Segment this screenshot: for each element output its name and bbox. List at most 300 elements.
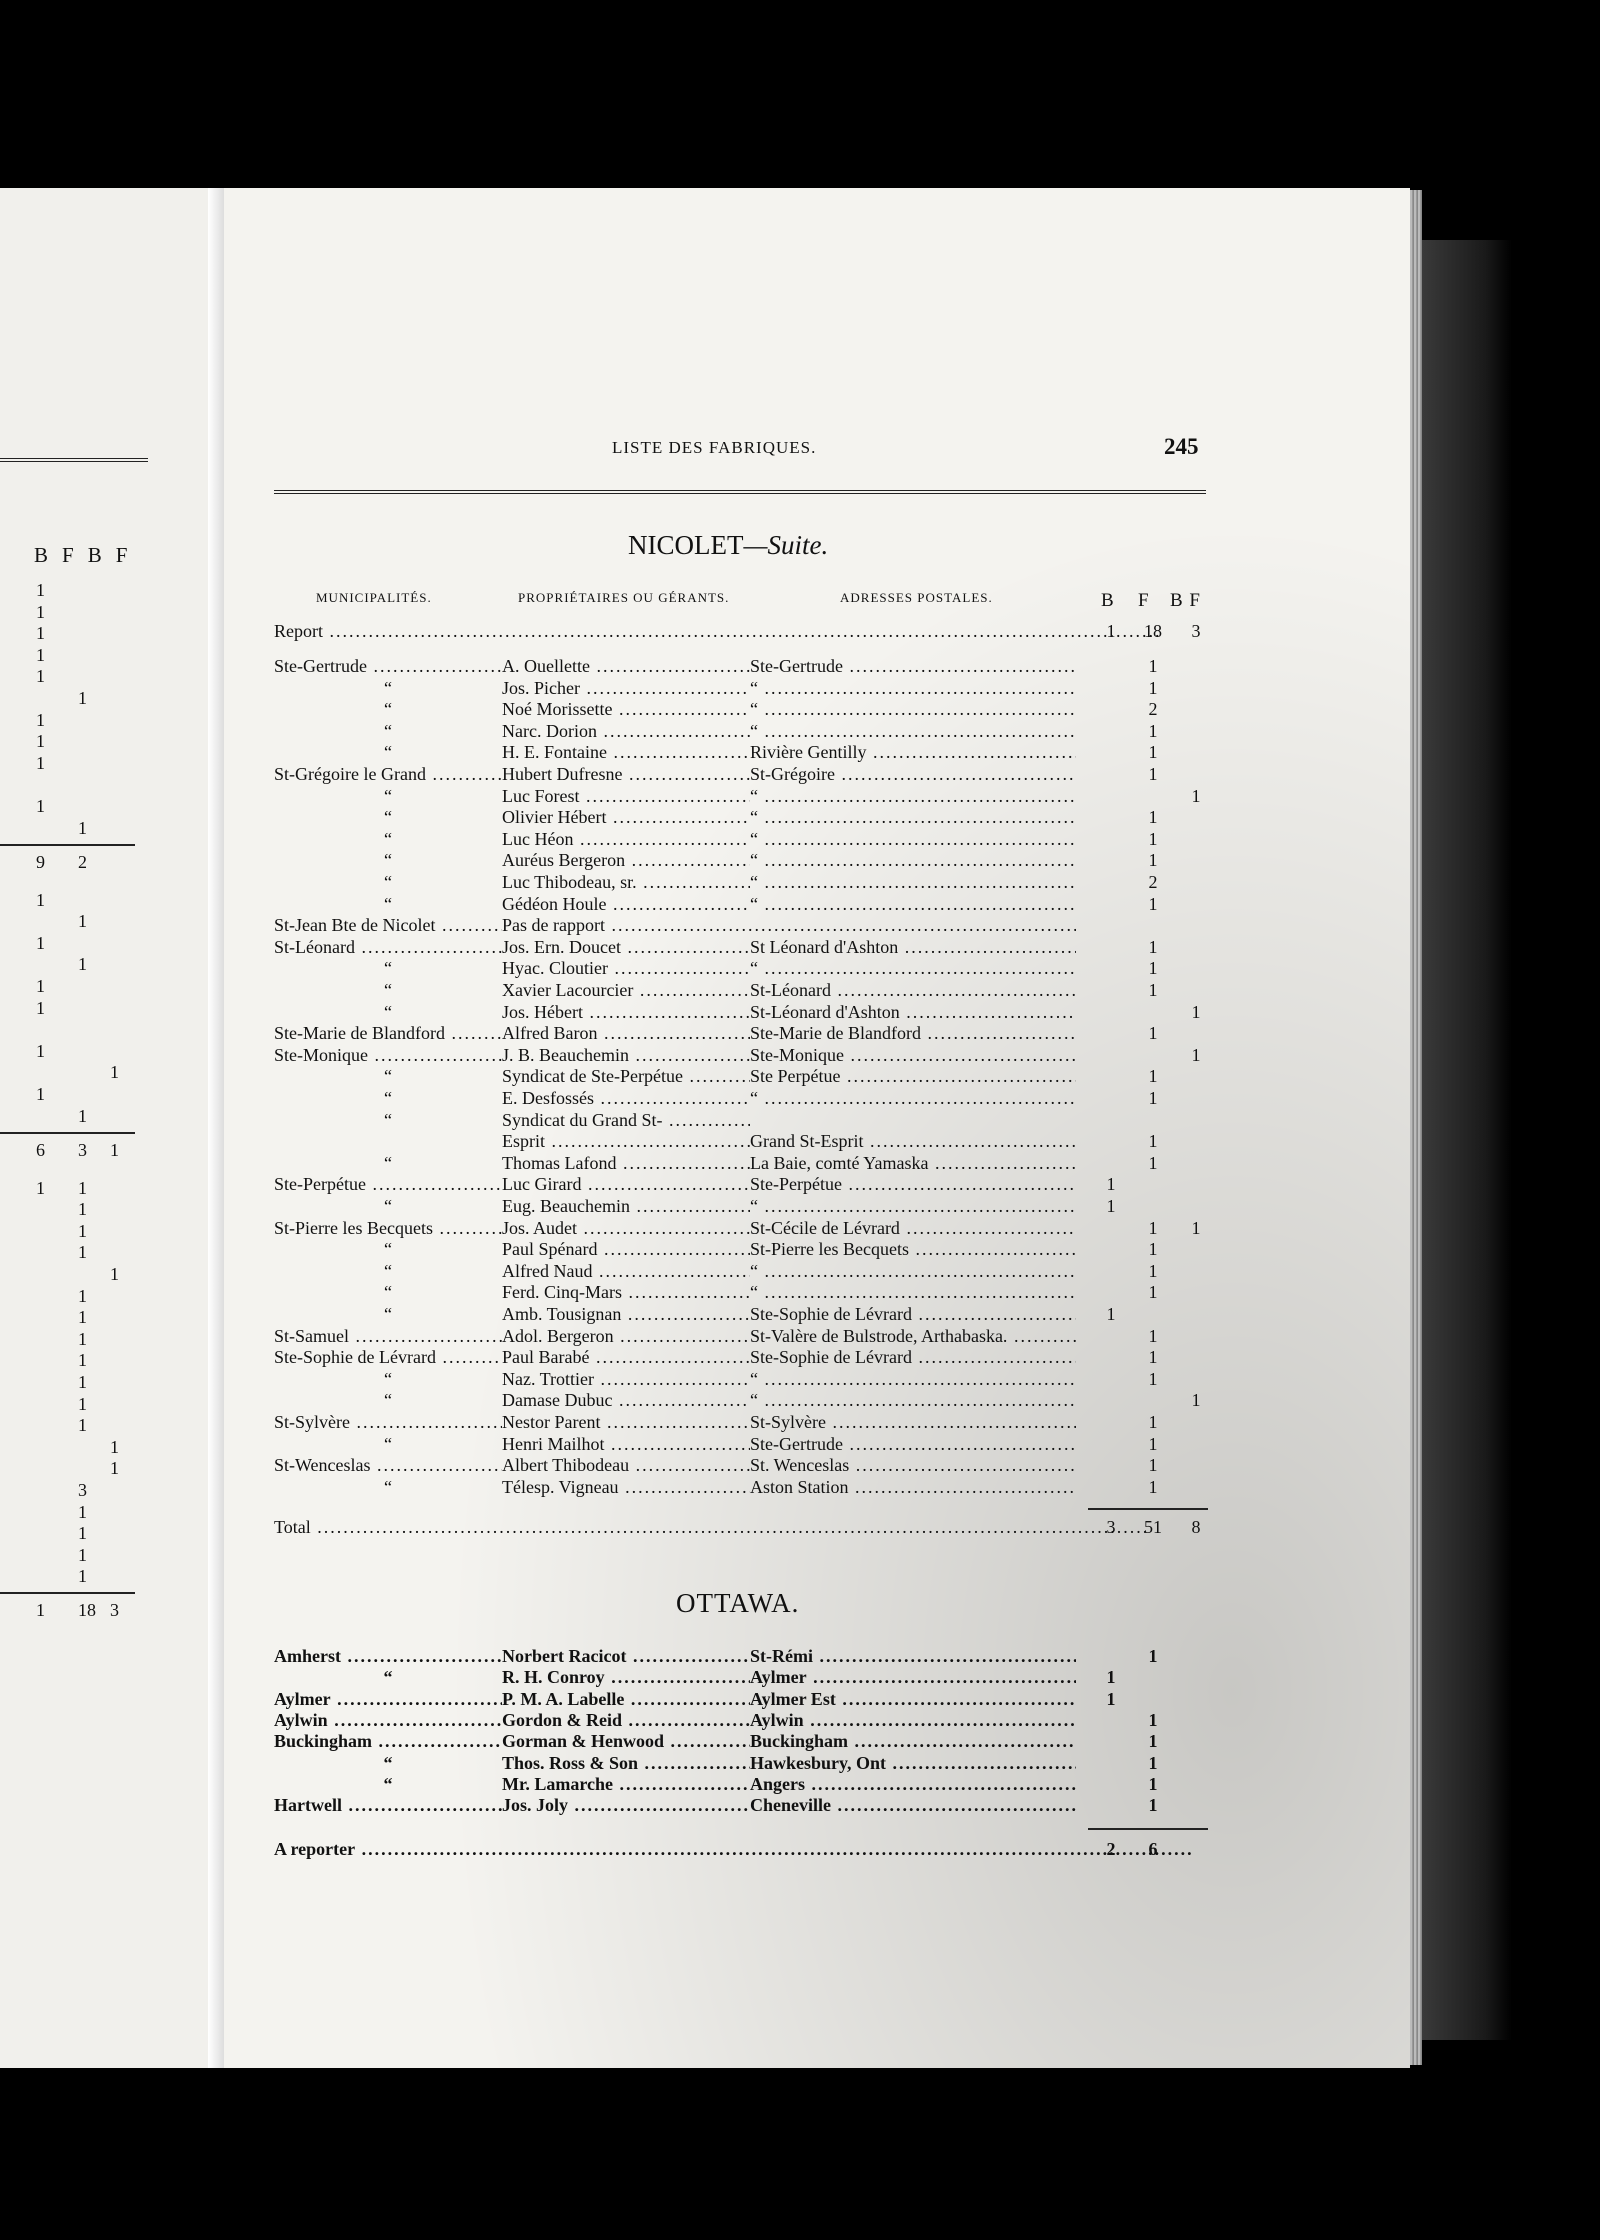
proprietor-text: Nestor Parent [502, 1412, 601, 1432]
municipality-text: Hartwell [274, 1795, 342, 1816]
proprietor-cell [502, 1730, 750, 1752]
municipality-cell [274, 741, 502, 763]
leader-dots [758, 721, 1076, 741]
leader-dots [758, 850, 1076, 870]
running-title: LISTE DES FABRIQUES. [612, 438, 817, 457]
leader-dots [545, 1131, 750, 1151]
count-bf: 1 [1191, 785, 1201, 806]
municipality-cell [274, 871, 502, 893]
count-f: 1 [1148, 720, 1158, 741]
leader-dots [583, 1002, 750, 1022]
table-row [274, 806, 1214, 828]
table-row [274, 1773, 1214, 1795]
leader-dots [843, 656, 1076, 676]
leader-dots [836, 1689, 1076, 1709]
table-row [274, 1044, 1214, 1066]
address-text: “ [750, 1196, 758, 1216]
count-f: 1 [1148, 1066, 1158, 1087]
proprietor-cell [502, 1109, 750, 1131]
left-b: 1 [36, 601, 45, 622]
left-row [0, 1394, 150, 1416]
proprietor-cell [502, 1346, 750, 1368]
municipality-text: “ [384, 828, 392, 849]
proprietor-cell [502, 698, 750, 720]
address-text: “ [750, 1282, 758, 1303]
left-bf: 1 [110, 1139, 119, 1160]
left-f: 1 [78, 1285, 87, 1306]
section-title-ottawa: OTTAWA. [676, 1588, 800, 1618]
table-row [274, 1454, 1214, 1476]
leader-dots [597, 1239, 750, 1259]
municipality-cell [274, 1666, 502, 1688]
address-cell [750, 979, 1076, 1001]
proprietor-text: Ferd. Cinq-Mars [502, 1282, 622, 1303]
leader-dots [614, 1326, 750, 1346]
address-cell [750, 806, 1076, 828]
table-row [274, 741, 1214, 763]
table-row [274, 1666, 1214, 1688]
left-f: 1 [78, 1105, 87, 1126]
leader-dots [633, 980, 750, 1000]
address-cell [750, 1688, 1076, 1710]
leader-dots [848, 1731, 1076, 1751]
carry-rule [1088, 1828, 1208, 1830]
count-f: 1 [1148, 1088, 1158, 1108]
municipality-text: Aylmer [274, 1688, 331, 1709]
leader-dots [589, 1347, 750, 1367]
book-shadow [1422, 240, 1512, 2040]
left-row [0, 1307, 150, 1329]
left-row [0, 998, 150, 1020]
leader-dots [445, 1023, 502, 1043]
left-f: 1 [78, 1544, 87, 1565]
proprietor-text: Gédéon Houle [502, 893, 607, 914]
leader-dots [842, 1174, 1076, 1194]
table-row [274, 1730, 1214, 1752]
municipality-text: Buckingham [274, 1731, 373, 1752]
leader-dots [758, 894, 1076, 914]
left-f: 18 [78, 1600, 96, 1621]
proprietor-text: Albert Thibodeau [502, 1455, 630, 1476]
count-f: 1 [1148, 1152, 1158, 1173]
leader-dots [849, 1477, 1076, 1497]
table-row [274, 1109, 1214, 1131]
leader-dots [1007, 1326, 1076, 1346]
address-text: Hawkesbury, Ont [750, 1752, 887, 1773]
count-f: 1 [1148, 1433, 1158, 1454]
page-edge [1410, 190, 1422, 2065]
address-text: St. Wenceslas [750, 1455, 850, 1476]
leader-dots [568, 1795, 750, 1815]
municipality-text: St-Sylvère [274, 1412, 350, 1432]
leader-dots [622, 764, 750, 784]
table-row [274, 1368, 1214, 1390]
count-f: 1 [1148, 1731, 1158, 1752]
proprietor-text: Naz. Trottier [502, 1368, 594, 1389]
leader-dots [664, 1731, 750, 1751]
address-cell [750, 1730, 1076, 1752]
address-cell [750, 1794, 1076, 1816]
municipality-cell [274, 1688, 502, 1710]
proprietor-cell [502, 1773, 750, 1795]
table-row [274, 979, 1214, 1001]
leader-dots [625, 850, 750, 870]
municipality-text: “ [384, 677, 392, 698]
count-f: 1 [1148, 677, 1158, 698]
leader-dots [372, 1731, 502, 1751]
left-b: 1 [36, 623, 45, 644]
proprietor-text: Damase Dubuc [502, 1390, 613, 1411]
municipality-cell [274, 1109, 502, 1131]
count-f: 1 [1148, 936, 1158, 957]
total-label: Total ..... [274, 1516, 1076, 1538]
count-b: 1 [1106, 1667, 1116, 1688]
leader-dots [844, 1045, 1076, 1065]
address-cell [750, 1411, 1076, 1433]
municipality-cell [274, 1281, 502, 1303]
table-row [274, 698, 1214, 720]
left-f: 3 [78, 1139, 87, 1160]
proprietor-cell [502, 1666, 750, 1688]
table-row [274, 1022, 1214, 1044]
address-text: “ [750, 807, 758, 828]
address-cell [750, 1281, 1076, 1303]
proprietor-text: Amb. Tousignan [502, 1304, 622, 1324]
count-f: 1 [1148, 828, 1158, 849]
proprietor-text: Auréus Bergeron [502, 850, 626, 871]
leader-dots [843, 1434, 1076, 1454]
proprietor-text: Paul Spénard [502, 1239, 598, 1260]
count-bf: 1 [1191, 1044, 1201, 1065]
left-f: 1 [78, 1350, 87, 1371]
report-bf: 3 [1191, 621, 1201, 641]
address-cell [750, 1454, 1076, 1476]
address-cell [750, 1752, 1076, 1774]
leader-dots [909, 1239, 1076, 1259]
total-f: 51 [1144, 1517, 1162, 1537]
leader-dots [826, 1412, 1076, 1432]
leader-dots [912, 1347, 1076, 1367]
left-row [0, 818, 150, 840]
leader-dots [621, 937, 750, 957]
left-b: 1 [36, 752, 45, 773]
count-f: 1 [1148, 1282, 1158, 1303]
municipality-cell [274, 1217, 502, 1239]
count-f: 1 [1148, 1325, 1158, 1346]
municipality-cell [274, 1454, 502, 1476]
proprietor-text: Télesp. Vigneau [502, 1476, 619, 1497]
col-header-bf: B F [1170, 590, 1201, 611]
left-b: 1 [36, 644, 45, 665]
table-row [274, 1065, 1214, 1087]
address-cell [750, 828, 1076, 850]
proprietor-cell [502, 1260, 750, 1282]
municipality-text: “ [384, 1282, 392, 1303]
leader-dots [604, 1434, 750, 1454]
address-cell [750, 1666, 1076, 1688]
address-cell [750, 763, 1076, 785]
left-row [0, 1199, 150, 1221]
leader-dots [758, 807, 1076, 827]
table-row [274, 655, 1214, 677]
leader-dots [758, 678, 1076, 698]
address-cell [750, 1044, 1076, 1066]
address-cell [750, 893, 1076, 915]
proprietor-text: Adol. Bergeron [502, 1325, 614, 1346]
address-text: St-Léonard [750, 980, 831, 1000]
left-row [0, 731, 150, 753]
leader-dots [590, 656, 750, 676]
address-cell [750, 1709, 1076, 1731]
address-cell [750, 720, 1076, 742]
total-bf: 8 [1191, 1517, 1201, 1537]
proprietor-text: R. H. Conroy [502, 1667, 605, 1688]
address-text: Ste-Sophie de Lévrard [750, 1347, 912, 1368]
table-row [274, 1238, 1214, 1260]
proprietor-cell [502, 1709, 750, 1731]
municipality-cell [274, 979, 502, 1001]
table-row [274, 677, 1214, 699]
left-f: 1 [78, 1372, 87, 1392]
count-f: 1 [1148, 742, 1158, 763]
left-f: 1 [78, 1242, 87, 1263]
leader-dots [613, 1774, 750, 1794]
left-row [0, 602, 150, 624]
left-row [0, 623, 150, 645]
left-b: 1 [36, 1040, 45, 1061]
proprietor-cell [502, 741, 750, 763]
leader-dots [638, 1753, 750, 1773]
left-row [0, 1264, 150, 1286]
proprietor-cell [502, 849, 750, 871]
municipality-text: “ [384, 1088, 392, 1108]
leader-dots [573, 829, 750, 849]
proprietor-cell [502, 979, 750, 1001]
address-text: St-Grégoire [750, 764, 835, 784]
left-f: 1 [78, 1393, 87, 1414]
municipality-text: St-Jean Bte de Nicolet [274, 915, 436, 936]
municipality-text: Amherst [274, 1646, 341, 1666]
left-row [0, 1019, 150, 1041]
report-b: 1 [1106, 621, 1116, 641]
municipality-cell [274, 720, 502, 742]
proprietor-cell [502, 677, 750, 699]
left-b: 6 [36, 1139, 45, 1160]
table-row [274, 1001, 1214, 1023]
total-b: 3 [1106, 1517, 1116, 1537]
table-row [274, 893, 1214, 915]
municipality-text: Aylwin [274, 1709, 328, 1730]
municipality-text: “ [384, 742, 392, 763]
left-row [0, 911, 150, 933]
table-row [274, 1433, 1214, 1455]
proprietor-text: H. E. Fontaine [502, 742, 607, 763]
address-cell [750, 1260, 1076, 1282]
leader-dots [805, 1774, 1076, 1794]
proprietor-cell [502, 763, 750, 785]
municipality-cell [274, 1730, 502, 1752]
left-b: 1 [36, 889, 45, 910]
municipality-text: “ [384, 893, 392, 914]
municipality-text: “ [384, 1196, 392, 1216]
leader-dots [600, 1412, 750, 1432]
proprietor-text: Alfred Baron [502, 1023, 598, 1044]
proprietor-text: Gorman & Henwood [502, 1731, 664, 1752]
proprietor-text: Luc Girard [502, 1174, 582, 1195]
leader-dots [849, 1455, 1076, 1475]
address-cell [750, 871, 1076, 893]
carry-b: 2 [1106, 1839, 1116, 1859]
table-row [274, 1476, 1214, 1498]
municipality-cell [274, 1368, 502, 1390]
leader-dots [831, 1795, 1076, 1815]
municipality-cell [274, 849, 502, 871]
municipality-cell [274, 1303, 502, 1325]
municipality-cell [274, 677, 502, 699]
left-row [0, 1106, 150, 1128]
left-f: 1 [78, 954, 87, 975]
municipality-cell [274, 1260, 502, 1282]
left-header-rule [0, 458, 148, 462]
address-text: Ste-Gertrude [750, 1433, 843, 1454]
address-text: “ [750, 1260, 758, 1281]
leader-dots [813, 1646, 1076, 1666]
municipality-cell [274, 1752, 502, 1774]
table-row [274, 1152, 1214, 1174]
address-cell [750, 1368, 1076, 1390]
address-text: “ [750, 677, 758, 698]
table-row [274, 957, 1214, 979]
leader-dots [758, 1369, 1076, 1389]
proprietor-text: Olivier Hébert [502, 807, 607, 828]
address-cell [750, 1773, 1076, 1795]
left-b: 1 [36, 731, 45, 752]
municipality-cell [274, 1022, 502, 1044]
leader-dots [629, 1045, 750, 1065]
address-text: La Baie, comté Yamaska [750, 1152, 929, 1173]
leader-dots [433, 1218, 502, 1238]
table-row [274, 1688, 1214, 1710]
col-header-proprietaires: PROPRIÉTAIRES OU GÉRANTS. [518, 590, 730, 605]
proprietor-text: Gordon & Reid [502, 1709, 623, 1730]
address-cell [750, 1087, 1076, 1109]
left-f: 1 [78, 1523, 87, 1544]
leader-dots [331, 1689, 502, 1709]
address-text: “ [750, 785, 758, 806]
address-cell [750, 1238, 1076, 1260]
count-bf: 1 [1191, 1217, 1201, 1238]
proprietor-cell [502, 1325, 750, 1347]
address-cell [750, 1645, 1076, 1667]
count-b: 1 [1106, 1688, 1116, 1709]
section-title-suite: —Suite. [743, 530, 829, 560]
proprietor-text: Luc Héon [502, 828, 574, 849]
count-f: 1 [1148, 1795, 1158, 1816]
address-cell [750, 849, 1076, 871]
table-row [274, 1325, 1214, 1347]
leader-dots [758, 829, 1076, 849]
leader-dots [612, 699, 750, 719]
proprietor-cell [502, 936, 750, 958]
municipality-text: St-Wenceslas [274, 1455, 371, 1476]
leader-dots [577, 1218, 750, 1238]
count-bf: 1 [1191, 1390, 1201, 1411]
table-row [274, 785, 1214, 807]
proprietor-cell [502, 893, 750, 915]
left-f: 1 [78, 1501, 87, 1522]
leader-dots [912, 1304, 1076, 1324]
address-cell [750, 1346, 1076, 1368]
section-title-main: NICOLET [628, 530, 744, 560]
left-row [0, 1458, 150, 1480]
report-f: 18 [1144, 621, 1162, 641]
proprietor-text: Thomas Lafond [502, 1152, 617, 1173]
table-row [274, 763, 1214, 785]
left-f: 3 [78, 1480, 87, 1500]
table-row [274, 914, 1214, 936]
municipality-text: “ [383, 1752, 393, 1773]
left-b: 1 [36, 932, 45, 953]
address-text: “ [750, 872, 758, 892]
leader-dots [662, 1110, 750, 1130]
municipality-text: Ste-Perpétue [274, 1174, 366, 1195]
municipality-text: “ [383, 1667, 393, 1688]
proprietor-cell [502, 720, 750, 742]
municipality-text: “ [384, 1260, 392, 1281]
left-row [0, 774, 150, 796]
left-row [0, 890, 150, 912]
leader-dots [349, 1326, 502, 1346]
leader-dots [831, 980, 1076, 1000]
left-row [0, 1523, 150, 1545]
left-row [0, 1600, 150, 1622]
proprietor-text: Jos. Ern. Doucet [502, 936, 621, 957]
note-text: Pas de rapport [502, 915, 605, 936]
leader-dots [436, 1347, 502, 1367]
table-row [274, 1645, 1214, 1667]
proprietor-cell [502, 1173, 750, 1195]
municipality-cell [274, 1645, 502, 1667]
leader-dots [835, 764, 1076, 784]
address-cell [750, 785, 1076, 807]
left-f: 1 [78, 1328, 87, 1349]
left-row [0, 1084, 150, 1106]
left-row [0, 1140, 150, 1162]
left-b: 1 [36, 1177, 45, 1198]
left-f: 1 [78, 817, 87, 838]
municipality-text: “ [384, 1239, 392, 1260]
leader-dots [592, 1261, 750, 1281]
left-row [0, 1221, 150, 1243]
address-cell [750, 1325, 1076, 1347]
leader-dots [621, 1304, 750, 1324]
left-b: 1 [36, 1600, 45, 1621]
note-cell [502, 914, 1076, 936]
count-f: 1 [1148, 1131, 1158, 1152]
municipality-text: “ [383, 1773, 393, 1794]
left-f: 1 [78, 1307, 87, 1328]
count-f: 1 [1148, 1752, 1158, 1773]
municipality-cell [274, 763, 502, 785]
municipality-text: “ [384, 1304, 392, 1324]
left-f: 1 [78, 1566, 87, 1587]
proprietor-cell [502, 785, 750, 807]
leader-dots [597, 721, 750, 741]
municipality-text: “ [384, 1001, 392, 1022]
proprietor-cell [502, 1152, 750, 1174]
left-row [0, 645, 150, 667]
address-text: “ [750, 1390, 758, 1411]
